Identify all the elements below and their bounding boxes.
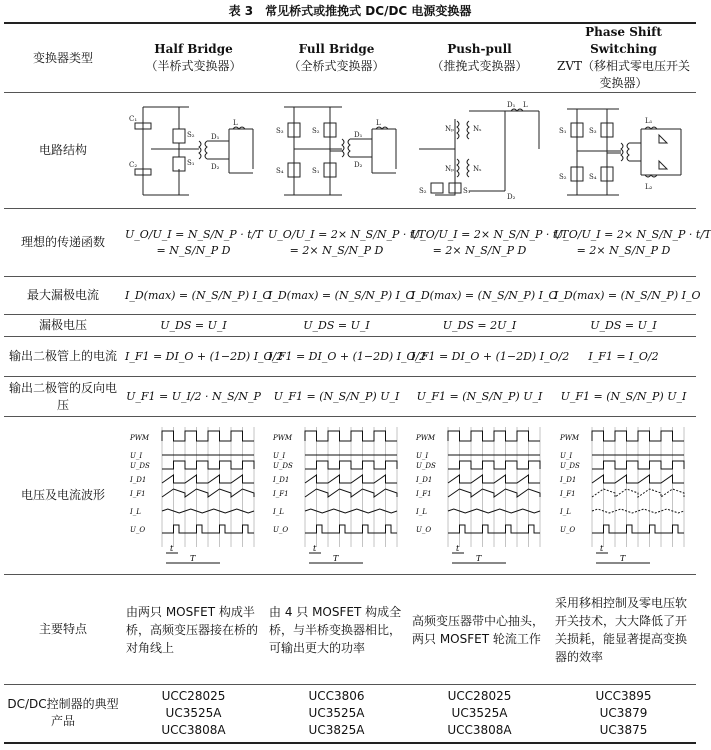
imax-row [4,277,696,315]
svg-text:D₁: D₁ [506,100,515,109]
waveform-label: U_DS [559,461,580,470]
products-phase-shift: UCC3895 UC3879 UC3875 [551,685,696,743]
svg-text:S₃: S₃ [588,126,597,135]
vds-phase-shift: U_DS = U_I [551,315,696,337]
svg-text:C₁: C₁ [128,114,137,123]
label-circuit: 电路结构 [4,93,122,209]
svg-text:S₄: S₄ [588,172,597,181]
idiode-push-pull: I_F1 = DI_O + (1−2D) I_O/2 [408,337,551,377]
waveform-trace [305,461,397,469]
transfer-phase-shift: U_O/U_I = 2× N_S/N_P · t/T = 2× N_S/N_P D [551,209,696,277]
waveform-label: PWM [129,433,149,442]
waveform-label: U_O [129,525,145,534]
svg-text:S₁: S₁ [558,126,567,135]
circuit-push-pull [408,93,551,209]
vds-push-pull: U_DS = 2U_I [408,315,551,337]
waveform-label: U_O [272,525,288,534]
full-bridge-schematic-icon [272,99,402,203]
imax-phase-shift: I_D(max) = (N_S/N_P) I_O [551,277,696,315]
waveform-diagram [558,421,690,571]
waveform-label: I_F1 [559,489,576,498]
waveform-t-label: t [169,543,173,553]
products-half-bridge: UCC28025 UC3525A UCC3808A [122,685,265,743]
vrev-phase-shift: U_F1 = (N_S/N_P) U_I [551,377,696,417]
svg-text:S₂: S₂ [558,172,567,181]
products-push-pull: UCC28025 UC3525A UCC3808A [408,685,551,743]
header-row [4,23,696,93]
circuit-row [4,93,696,209]
transfer-half-bridge: U_O/U_I = N_S/N_P · t/T = N_S/N_P D [122,209,265,277]
waveform-t-label: t [599,543,603,553]
transfer-full-bridge: U_O/U_I = 2× N_S/N_P · t/T = 2× N_S/N_P D [265,209,408,277]
waveform-label: PWM [415,433,435,442]
label-idiode: 输出二极管上的电流 [4,337,122,377]
waveform-row [4,417,696,575]
waveform-trace [305,431,397,441]
vds-full-bridge: U_DS = U_I [265,315,408,337]
svg-text:S₂: S₂ [418,186,427,195]
waveform-label: U_DS [129,461,150,470]
waveform-t-label: t [312,543,316,553]
waveform-full-bridge [265,417,408,575]
header-phase-shift: Phase Shift Switching ZVT（移相式零电压开关变换器） [551,23,696,93]
table-caption: 表 3 常见桥式或推挽式 DC/DC 电源变换器 [228,4,472,18]
waveform-diagram [128,421,260,571]
waveform-label: I_F1 [415,489,432,498]
label-products: DC/DC控制器的典型产品 [4,685,122,743]
waveform-trace [592,431,684,441]
svg-text:D₁: D₁ [353,130,362,139]
svg-text:C₂: C₂ [128,160,137,169]
svg-text:D₂: D₂ [506,192,515,201]
feature-full-bridge: 由 4 只 MOSFET 构成全桥，与半桥变换器相比，可输出更大的功率 [265,575,408,685]
vrev-half-bridge: U_F1 = U_I/2 · N_S/N_P [122,377,265,417]
waveform-label: I_D1 [415,475,432,484]
svg-text:S₂: S₂ [311,126,320,135]
waveform-label: U_DS [272,461,293,470]
label-transfer: 理想的传递函数 [4,209,122,277]
converter-table [4,22,711,744]
label-imax: 最大漏极电流 [4,277,122,315]
waveform-period-label: T [475,553,481,563]
waveform-trace [448,461,540,469]
imax-half-bridge: I_D(max) = (N_S/N_P) I_O [122,277,265,315]
circuit-half-bridge [122,93,265,209]
waveform-trace [162,431,254,441]
circuit-full-bridge [265,93,408,209]
svg-text:Nₛ: Nₛ [472,124,481,133]
waveform-label: I_L [272,507,284,516]
svg-text:Nₛ: Nₛ [472,164,481,173]
waveform-label: U_I [129,451,142,460]
svg-text:S₄: S₄ [275,166,284,175]
waveform-label: U_I [559,451,572,460]
waveform-period-label: T [332,553,338,563]
svg-text:L₂: L₂ [644,182,652,191]
svg-text:D₂: D₂ [353,160,362,169]
vds-half-bridge: U_DS = U_I [122,315,265,337]
waveform-phase-shift [551,417,696,575]
vrev-full-bridge: U_F1 = (N_S/N_P) U_I [265,377,408,417]
svg-text:Nₚ: Nₚ [444,124,454,133]
waveform-label: U_I [272,451,285,460]
label-vds: 漏极电压 [4,315,122,337]
header-full-bridge: Full Bridge （全桥式变换器） [265,23,408,93]
svg-text:L: L [375,118,381,127]
waveform-period-label: T [619,553,625,563]
waveform-period-label: T [189,553,195,563]
waveform-label: I_F1 [272,489,289,498]
svg-text:S₁: S₁ [462,186,471,195]
waveform-label: PWM [559,433,579,442]
push-pull-schematic-icon [415,99,545,203]
products-row [4,685,696,743]
transfer-push-pull: U_O/U_I = 2× N_S/N_P · t/T = 2× N_S/N_P D [408,209,551,277]
waveform-push-pull [408,417,551,575]
waveform-label: U_I [415,451,428,460]
svg-text:S₂: S₂ [186,130,195,139]
vds-row [4,315,696,337]
header-push-pull: Push-pull （推挽式变换器） [408,23,551,93]
idiode-phase-shift: I_F1 = I_O/2 [551,337,696,377]
waveform-label: I_L [129,507,141,516]
waveform-diagram [414,421,546,571]
features-row [4,575,696,685]
waveform-trace [162,461,254,469]
header-type: 变换器类型 [4,23,122,93]
waveform-label: I_D1 [129,475,146,484]
header-half-bridge: Half Bridge （半桥式变换器） [122,23,265,93]
svg-text:S₁: S₁ [186,158,195,167]
products-full-bridge: UCC3806 UC3525A UC3825A [265,685,408,743]
waveform-trace [448,431,540,441]
svg-text:L: L [522,100,528,109]
waveform-label: I_D1 [559,475,576,484]
svg-text:L₁: L₁ [644,116,652,125]
waveform-diagram [271,421,403,571]
svg-text:S₁: S₁ [311,166,320,175]
half-bridge-schematic-icon [129,99,259,203]
transfer-row [4,209,696,277]
label-features: 主要特点 [4,575,122,685]
waveform-label: I_D1 [272,475,289,484]
waveform-half-bridge [122,417,265,575]
imax-full-bridge: I_D(max) = (N_S/N_P) I_O [265,277,408,315]
imax-push-pull: I_D(max) = (N_S/N_P) I_O [408,277,551,315]
vrev-push-pull: U_F1 = (N_S/N_P) U_I [408,377,551,417]
feature-phase-shift: 采用移相控制及零电压软开关技术，大大降低了开关损耗，能显著提高变换器的效率 [551,575,696,685]
label-vrev: 输出二极管的反向电压 [4,377,122,417]
circuit-phase-shift [551,93,696,209]
waveform-label: I_F1 [129,489,146,498]
idiode-row [4,337,696,377]
svg-text:L: L [232,118,238,127]
waveform-label: PWM [272,433,292,442]
svg-text:D₁: D₁ [210,132,219,141]
waveform-trace [592,461,684,469]
waveform-label: I_L [559,507,571,516]
label-waves: 电压及电流波形 [4,417,122,575]
idiode-half-bridge: I_F1 = DI_O + (1−2D) I_O/2 [122,337,265,377]
waveform-label: U_O [559,525,575,534]
vrev-row [4,377,696,417]
waveform-label: I_L [415,507,427,516]
feature-push-pull: 高频变压器带中心抽头，两只 MOSFET 轮流工作 [408,575,551,685]
svg-text:D₂: D₂ [210,162,219,171]
waveform-label: U_DS [415,461,436,470]
feature-half-bridge: 由两只 MOSFET 构成半桥，高频变压器接在桥的对角线上 [122,575,265,685]
waveform-t-label: t [455,543,459,553]
waveform-label: U_O [415,525,431,534]
svg-text:Nₚ: Nₚ [444,164,454,173]
phase-shift-schematic-icon [559,99,689,203]
idiode-full-bridge: I_F1 = DI_O + (1−2D) I_O/2 [265,337,408,377]
svg-text:S₃: S₃ [275,126,284,135]
